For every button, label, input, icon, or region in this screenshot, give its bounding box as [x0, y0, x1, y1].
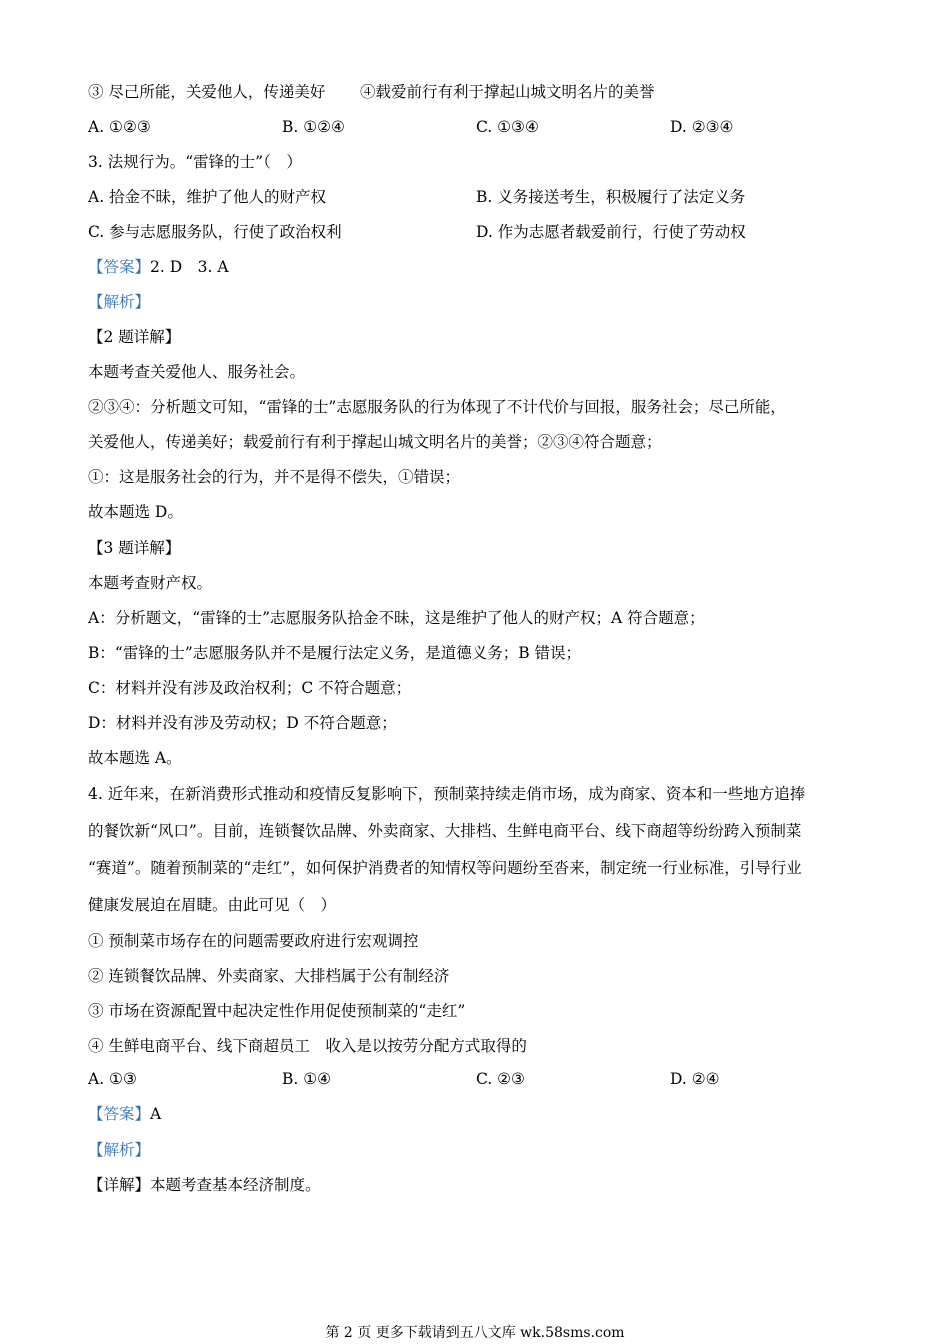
q4-option-b: B. ①④	[282, 1070, 332, 1088]
q2-option-b: B. ①②④	[282, 118, 345, 136]
q4-statement: ① 预制菜市场存在的问题需要政府进行宏观调控	[88, 932, 419, 950]
q4-stem-line: “赛道”。随着预制菜的“走红”，如何保护消费者的知情权等问题纷至沓来，制定统一行业标准，引导行业	[88, 859, 802, 877]
detail3-line: C：材料并没有涉及政治权利；C 不符合题意；	[88, 679, 412, 697]
q4-statement: ④ 生鲜电商平台、线下商超员工 收入是以按劳分配方式取得的	[88, 1037, 527, 1055]
analysis-label-1: 【解析】	[88, 293, 151, 311]
detail2-line: ②③④：分析题文可知，“雷锋的士”志愿服务队的行为体现了不计代价与回报，服务社会；尽己所能，	[88, 398, 786, 416]
detail3-line: D：材料并没有涉及劳动权；D 不符合题意；	[88, 714, 397, 732]
answer-line-1	[88, 257, 868, 277]
page-footer: 第 2 页 更多下载请到五八文库 wk.58sms.com	[325, 1325, 625, 1341]
q3-option-d: D. 作为志愿者载爱前行，行使了劳动权	[476, 223, 746, 241]
detail3-line: B：“雷锋的士”志愿服务队并不是履行法定义务，是道德义务；B 错误；	[88, 644, 582, 662]
q3-stem: 3. 法规行为。“雷锋的士”（ ）	[88, 153, 302, 171]
detail2-line: ①：这是服务社会的行为，并不是得不偿失，①错误；	[88, 468, 461, 486]
q2-option-a: A. ①②③	[88, 118, 151, 136]
detail2-line: 关爱他人，传递美好；载爱前行有利于撑起山城文明名片的美誉；②③④符合题意；	[88, 433, 662, 451]
q2-option-d: D. ②③④	[670, 118, 734, 136]
detail3-line: 故本题选 A。	[88, 749, 182, 767]
detail4-text: 本题考查基本经济制度。	[150, 1176, 321, 1194]
q2-statement-3: ③ 尽己所能，关爱他人，传递美好	[88, 83, 326, 101]
detail2-line: 本题考查关爱他人、服务社会。	[88, 363, 306, 381]
analysis-label-2: 【解析】	[88, 1141, 151, 1159]
detail4-label: 【详解】	[88, 1176, 151, 1194]
q3-option-a: A. 拾金不昧，维护了他人的财产权	[88, 188, 327, 206]
q4-stem-line: 的餐饮新“风口”。目前，连锁餐饮品牌、外卖商家、大排档、生鲜电商平台、线下商超等纷纷跨入预制菜	[88, 822, 802, 840]
answer-text: 2. D 3. A	[150, 258, 229, 276]
q4-statement: ③ 市场在资源配置中起决定性作用促使预制菜的“走红”	[88, 1002, 466, 1020]
detail2-line: 故本题选 D。	[88, 503, 183, 521]
q3-option-b: B. 义务接送考生，积极履行了法定义务	[476, 188, 746, 206]
detail3-line: A：分析题文，“雷锋的士”志愿服务队拾金不昧，这是维护了他人的财产权；A 符合题意；	[88, 609, 705, 627]
q2-option-c: C. ①③④	[476, 118, 539, 136]
q4-statement: ② 连锁餐饮品牌、外卖商家、大排档属于公有制经济	[88, 967, 450, 985]
detail4-line	[88, 1175, 868, 1195]
detail3-line: 本题考查财产权。	[88, 574, 213, 592]
answer-line-2	[88, 1104, 868, 1124]
q4-option-a: A. ①③	[88, 1070, 137, 1088]
detail2-heading: 【2 题详解】	[88, 328, 181, 346]
q4-option-c: C. ②③	[476, 1070, 525, 1088]
q4-stem-line: 健康发展迫在眉睫。由此可见（ ）	[88, 896, 337, 914]
answer-label: 【答案】	[88, 258, 151, 276]
q2-statement-4: ④载爱前行有利于撑起山城文明名片的美誉	[360, 83, 655, 101]
detail3-heading: 【3 题详解】	[88, 539, 181, 557]
answer-label: 【答案】	[88, 1105, 151, 1123]
q3-option-c: C. 参与志愿服务队，行使了政治权利	[88, 223, 342, 241]
q4-option-d: D. ②④	[670, 1070, 720, 1088]
answer-text: A	[150, 1105, 162, 1123]
q4-stem-line: 4. 近年来，在新消费形式推动和疫情反复影响下，预制菜持续走俏市场，成为商家、资本和一些地方追捧	[88, 785, 806, 803]
